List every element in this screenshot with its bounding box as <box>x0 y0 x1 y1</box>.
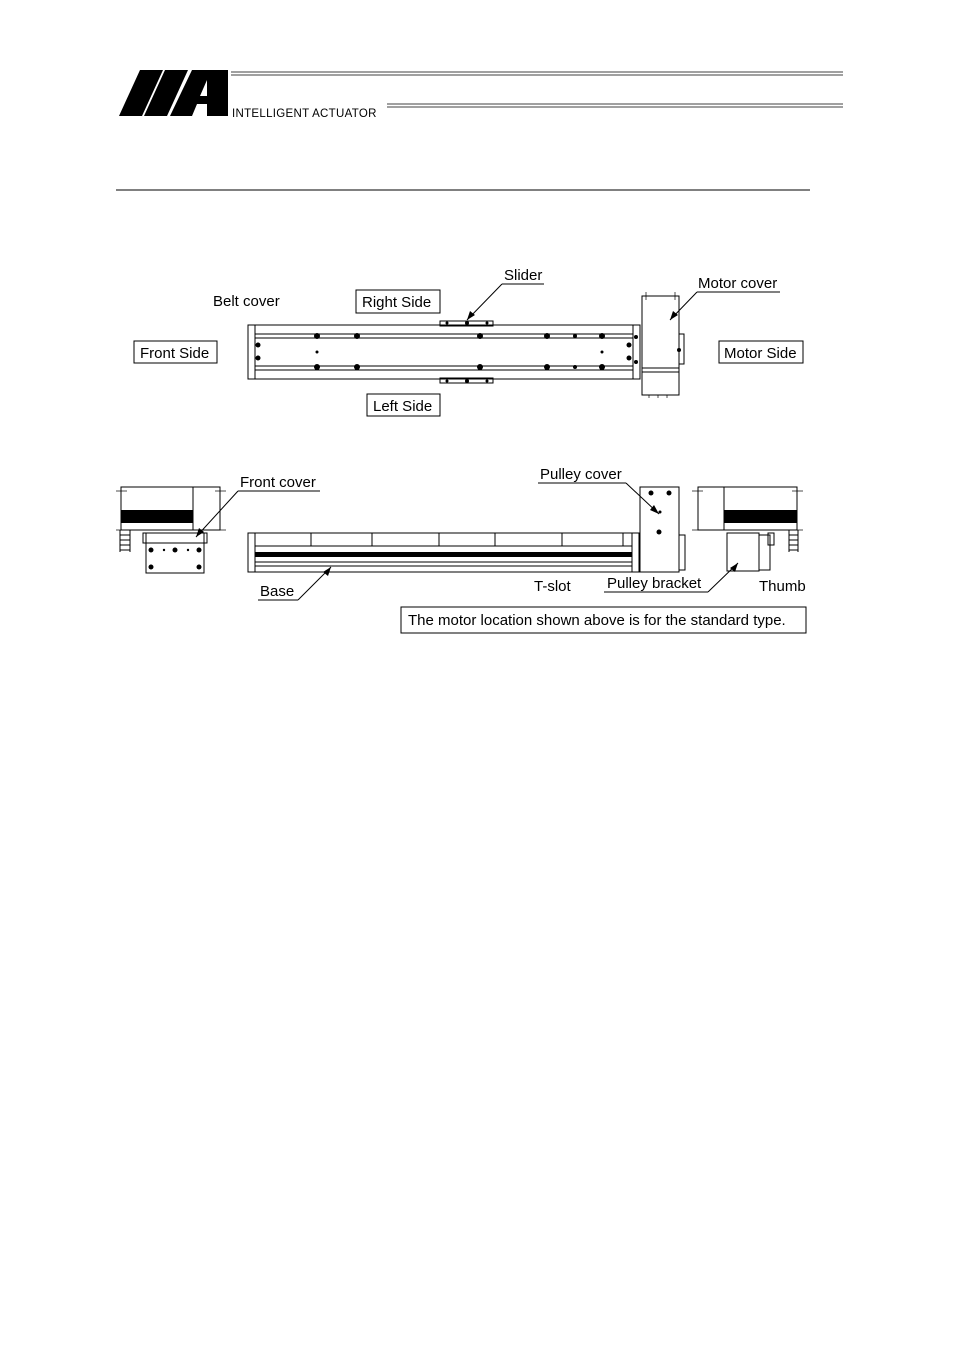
base-label: Base <box>260 583 295 600</box>
motor-cover-label: Motor cover <box>698 275 778 292</box>
brand-text: INTELLIGENT ACTUATOR <box>232 108 377 120</box>
front-cover-label: Front cover <box>240 474 316 491</box>
iai-logo-icon <box>119 70 228 116</box>
right-side-label: Right Side <box>362 294 432 311</box>
slider-label: Slider <box>504 267 543 284</box>
front-end-view-drawing <box>116 487 226 573</box>
side-view-drawing <box>248 487 685 572</box>
thumb-label: Thumb <box>759 578 806 595</box>
motor-end-view-drawing <box>692 487 803 571</box>
left-side-label: Left Side <box>373 398 433 415</box>
t-slot-label: T-slot <box>534 578 571 595</box>
pulley-cover-label: Pulley cover <box>540 466 622 483</box>
belt-cover-label: Belt cover <box>213 293 280 310</box>
motor-side-label: Motor Side <box>724 345 797 362</box>
pulley-bracket-label: Pulley bracket <box>607 575 702 592</box>
top-view-drawing <box>248 292 684 398</box>
motor-location-note: The motor location shown above is for the standard type. <box>408 612 786 629</box>
front-side-label: Front Side <box>140 345 210 362</box>
